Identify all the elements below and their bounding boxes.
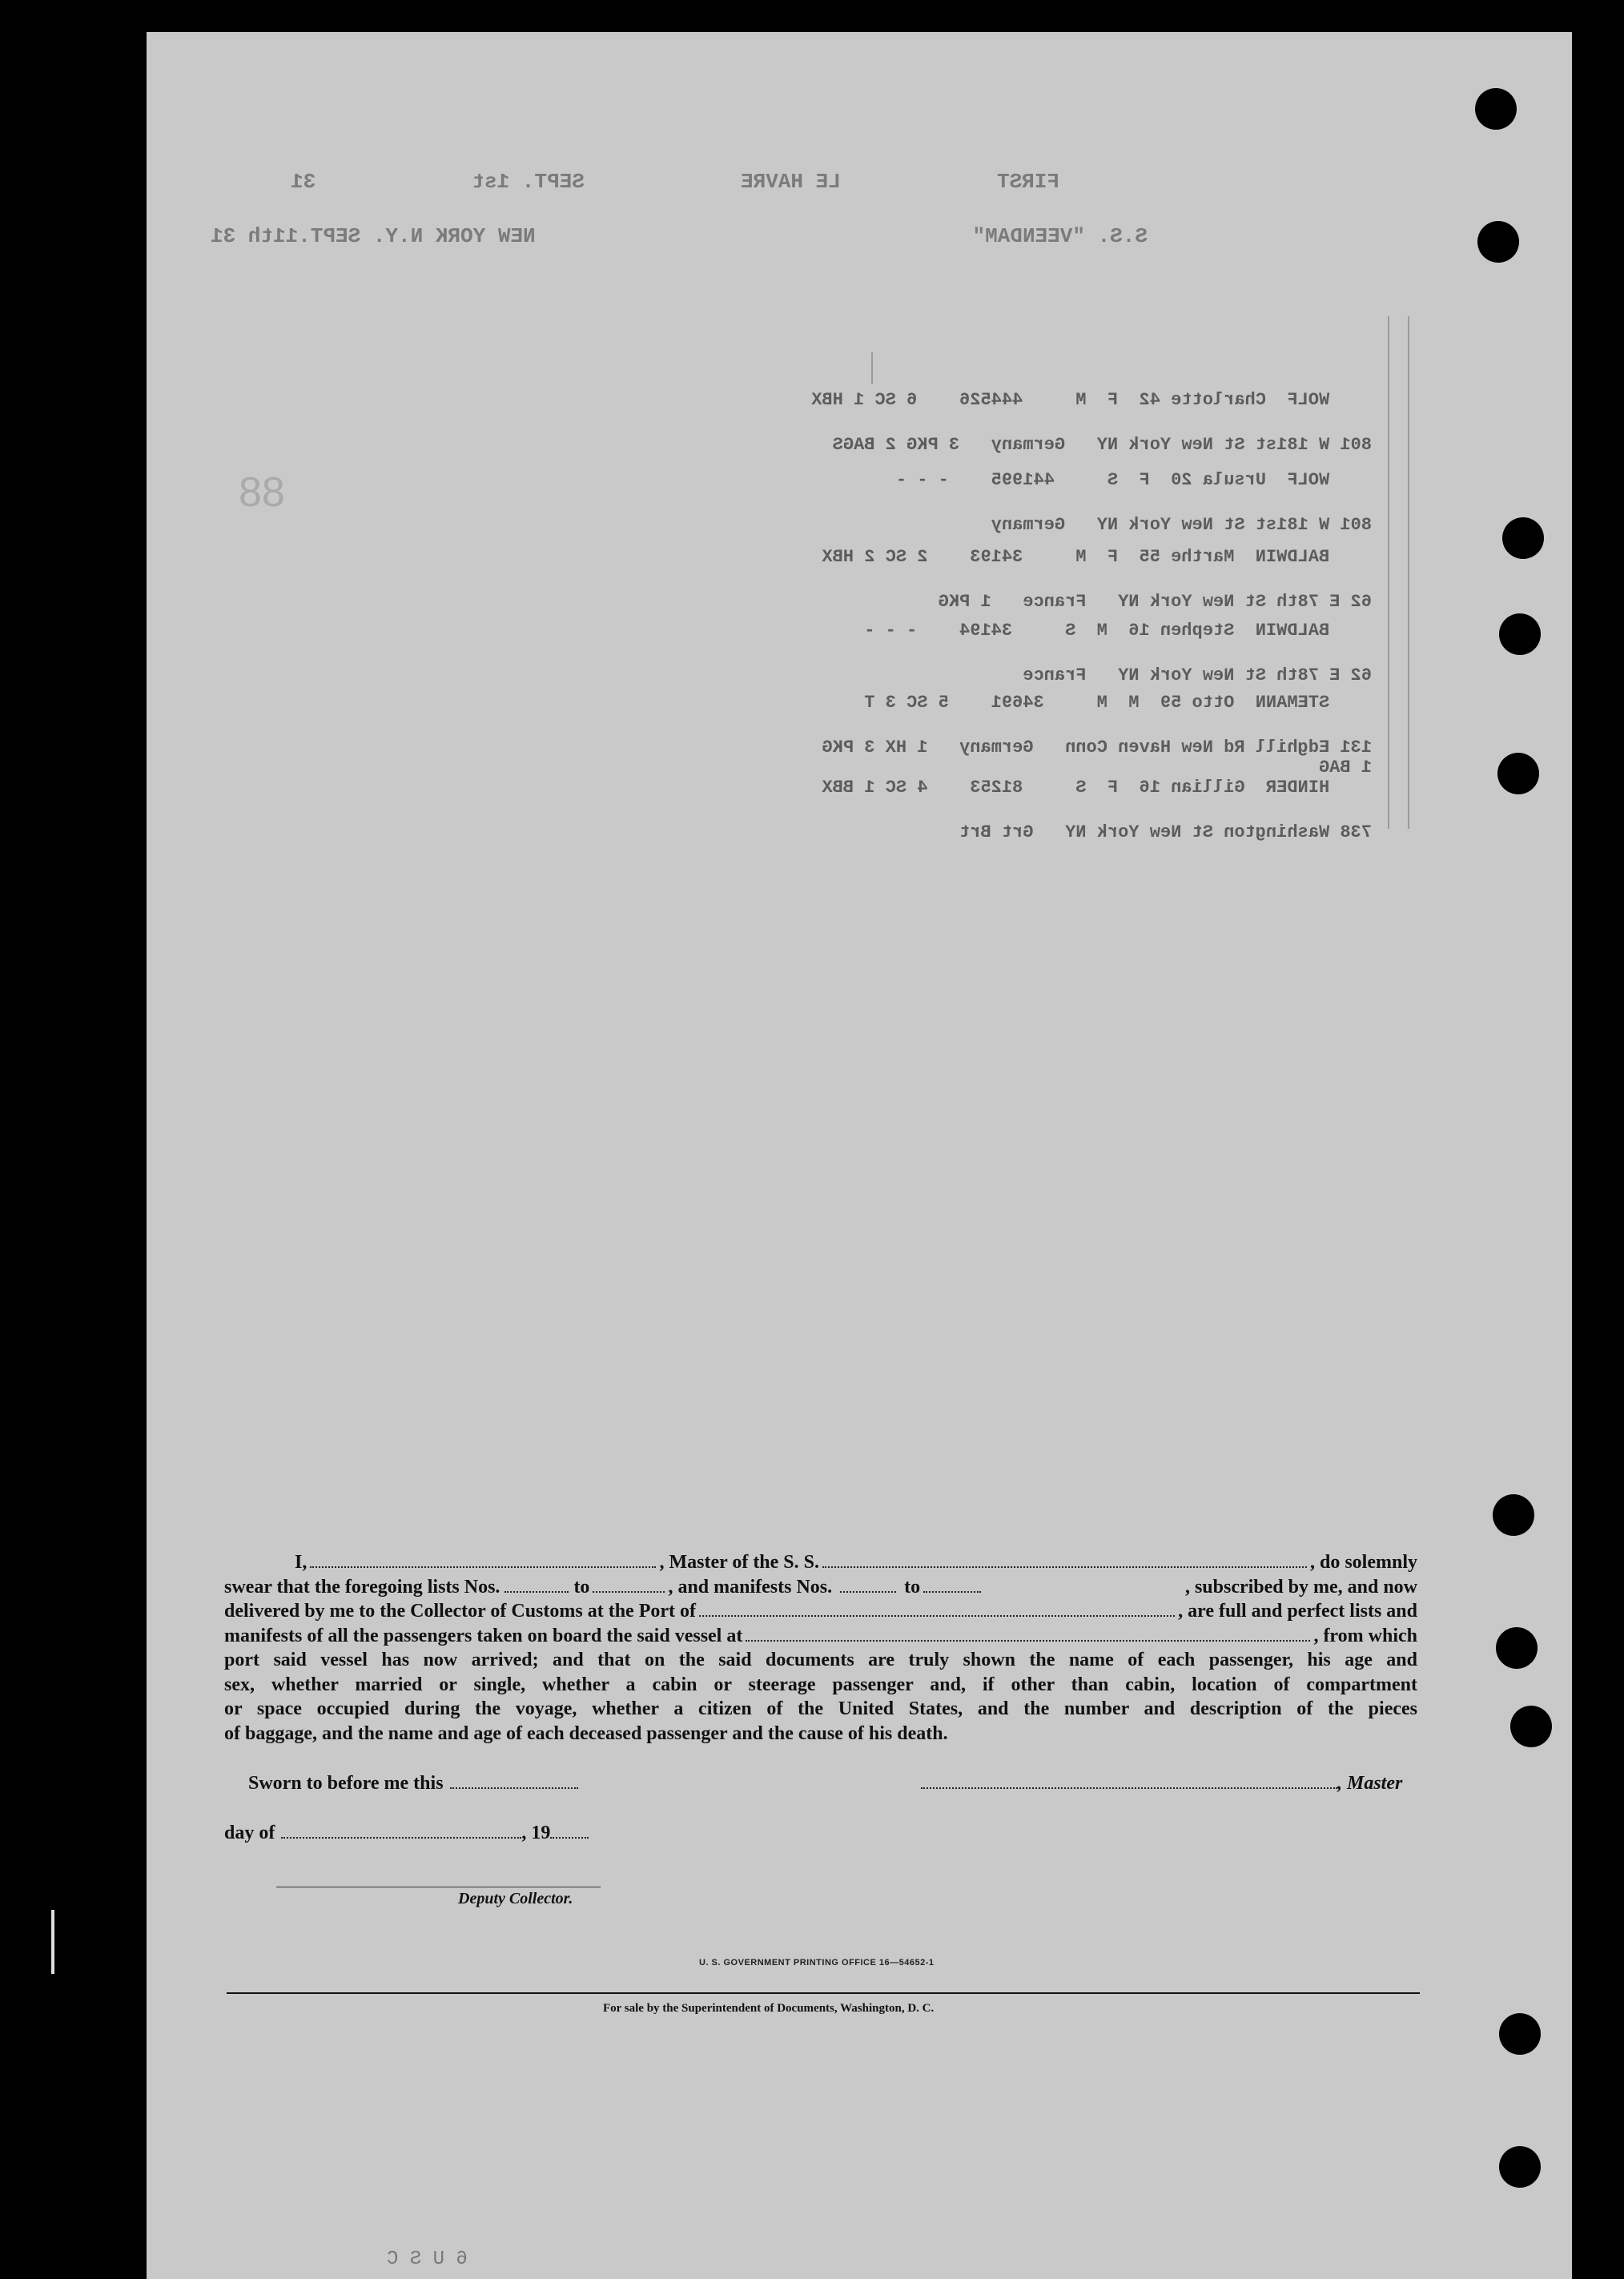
oath-text: to [904, 1576, 921, 1598]
passenger-given-name: Charlotte [1171, 390, 1266, 410]
day-of-label: day of [224, 1823, 275, 1843]
passenger-number: 34691 [991, 693, 1044, 713]
oath-text: , from which [1313, 1625, 1417, 1646]
blank-departure-port [746, 1626, 1310, 1642]
passenger-number: 81253 [970, 778, 1023, 798]
passenger-status: M [1075, 547, 1087, 567]
passenger-line1 [822, 547, 1329, 567]
day-of-line [224, 1823, 589, 1844]
passenger-address: 62 E 78th St New York NY [1118, 665, 1372, 685]
for-sale-note: For sale by the Superintendent of Documents, Washington, D. C. [603, 2002, 935, 2015]
passenger-number: 444526 [959, 390, 1023, 410]
passenger-baggage-extra: 3 PKG 2 BAGS [832, 435, 960, 455]
passenger-line1 [864, 693, 1329, 713]
punch-hole [1499, 2146, 1541, 2188]
passenger-surname: WOLF [1287, 470, 1330, 490]
passenger-line1 [811, 390, 1329, 410]
passenger-age: 59 [1160, 693, 1182, 713]
header-ghost-part: 31 [291, 170, 316, 194]
passenger-baggage-extra: 1 HX 3 PKG 1 BAG [822, 738, 1372, 778]
blank-vessel-name [822, 1552, 1307, 1568]
blank-list-to [593, 1577, 665, 1593]
passenger-age: 16 [1128, 621, 1150, 641]
punch-hole [1499, 2013, 1541, 2055]
passenger-status: S [1075, 778, 1087, 798]
header-ghost-part: LE HAVRE [741, 170, 841, 194]
passenger-address: 738 Washington St New York NY [1065, 822, 1372, 842]
blank-port [699, 1601, 1175, 1617]
gpo-imprint: U. S. GOVERNMENT PRINTING OFFICE 16—54652-1 [699, 1958, 935, 1967]
passenger-surname: BALDWIN [1255, 621, 1330, 641]
passenger-given-name: Gillian [1171, 778, 1245, 798]
oath-text: swear that the foregoing lists Nos. [224, 1576, 500, 1598]
passenger-address: 801 W 181st St New York NY [1096, 515, 1372, 535]
oath-line-8: of baggage, and the name and age of each deceased passenger and the cause of his death. [224, 1722, 948, 1744]
passenger-age: 16 [1139, 778, 1160, 798]
passenger-given-name: Marthe [1171, 547, 1235, 567]
oath-line-5: port said vessel has now arrived; and that on the said documents are truly shown the name of each passenger, his age and [224, 1650, 1417, 1670]
header-ghost-part: S.S. "VEENDAM" [972, 224, 1148, 248]
blank-master-name [310, 1552, 656, 1568]
sworn-before-line [248, 1773, 578, 1795]
blank-sworn-day [450, 1773, 578, 1789]
sworn-before-label: Sworn to before me this [248, 1773, 444, 1794]
blank-month [281, 1823, 521, 1839]
oath-text: , subscribed by me, and now [1184, 1576, 1417, 1598]
punch-hole [1497, 753, 1539, 794]
master-signature-label: , Master [1337, 1773, 1403, 1794]
passenger-nationality: Germany [959, 738, 1034, 758]
header-ghost-line1 [291, 170, 1059, 194]
oath-text: I, [295, 1552, 308, 1573]
footer-stamp: 6 U S C [387, 2249, 468, 2270]
passenger-baggage: 6 SC 1 HBX [811, 390, 918, 410]
passenger-line2 [523, 822, 1372, 842]
passenger-given-name: Stephen [1160, 621, 1235, 641]
passenger-sex: F [1107, 778, 1119, 798]
passenger-baggage: 4 SC 1 BBX [822, 778, 928, 798]
passenger-sex: F [1139, 470, 1150, 490]
passenger-status: M [1096, 693, 1107, 713]
punch-hole [1493, 1494, 1534, 1536]
punch-hole [1499, 613, 1541, 655]
header-ghost-part: SEPT. 1st [472, 170, 585, 194]
passenger-number: 34193 [970, 547, 1023, 567]
punch-hole [1502, 517, 1544, 559]
column-rule [1388, 316, 1389, 829]
passenger-surname: STEMANN [1255, 693, 1330, 713]
oath-text: , are full and perfect lists and [1178, 1601, 1417, 1622]
passenger-nationality: Germany [991, 435, 1066, 455]
blank-manifest-to [923, 1577, 981, 1593]
passenger-row [523, 758, 1372, 882]
passenger-baggage: 5 SC 3 T [864, 693, 949, 713]
oath-line-1 [224, 1550, 1417, 1575]
passenger-given-name: Otto [1192, 693, 1235, 713]
passenger-status: S [1065, 621, 1076, 641]
punch-hole [1510, 1706, 1552, 1747]
punch-hole [1477, 221, 1519, 263]
passenger-given-name: Ursula [1202, 470, 1266, 490]
oath-line-3 [224, 1599, 1417, 1624]
master-oath [224, 1550, 1417, 1746]
footer-rule [227, 1992, 1420, 1994]
passenger-surname: HINDER [1265, 778, 1330, 798]
passenger-status: M [1075, 390, 1087, 410]
header-ghost-part: FIRST [996, 170, 1059, 194]
passenger-nationality: France [1023, 665, 1087, 685]
master-signature-line [921, 1773, 1402, 1795]
column-rule [1408, 316, 1409, 829]
blank-year [550, 1823, 589, 1839]
deputy-collector-label: Deputy Collector. [458, 1890, 573, 1907]
passenger-age: 42 [1139, 390, 1160, 410]
passenger-baggage-extra: 1 PKG [938, 592, 991, 612]
oath-text: to [573, 1576, 590, 1598]
passenger-sex: F [1107, 390, 1119, 410]
document-page [147, 32, 1572, 2279]
passenger-age: 55 [1139, 547, 1160, 567]
oath-text: , and manifests Nos. [668, 1576, 833, 1598]
passenger-line1 [864, 621, 1329, 641]
passenger-baggage: 2 SC 2 HBX [822, 547, 928, 567]
oath-line-4 [224, 1624, 1417, 1649]
passenger-status: S [1107, 470, 1119, 490]
blank-list-from [504, 1577, 569, 1593]
passenger-surname: BALDWIN [1255, 547, 1330, 567]
oath-text: , Master of the S. S. [659, 1552, 820, 1573]
passenger-nationality: Grt Brt [959, 822, 1034, 842]
punch-hole [1475, 88, 1517, 130]
oath-line-7: or space occupied during the voyage, whether a citizen of the United States, and the number and description of the pieces [224, 1698, 1417, 1719]
edge-mark [51, 1910, 54, 1974]
passenger-age: 20 [1171, 470, 1192, 490]
oath-text: manifests of all the passengers taken on board the said vessel at [224, 1625, 743, 1646]
passenger-sex: M [1096, 621, 1107, 641]
passenger-address: 801 W 181st St New York NY [1096, 435, 1372, 455]
oath-text: delivered by me to the Collector of Customs at the Port of [224, 1601, 696, 1622]
passenger-nationality: Germany [991, 515, 1066, 535]
year-prefix: , 19 [521, 1823, 551, 1843]
passenger-baggage: - - - [895, 470, 949, 490]
blank-manifest-from [840, 1577, 896, 1593]
passenger-line1 [896, 470, 1329, 490]
passenger-baggage: - - - [864, 621, 918, 641]
passenger-line1 [822, 778, 1329, 798]
blank-master-signature [921, 1773, 1337, 1789]
passenger-surname: WOLF [1287, 390, 1330, 410]
passenger-number: 34194 [959, 621, 1013, 641]
punch-hole [1496, 1627, 1538, 1669]
passenger-number: 441995 [991, 470, 1055, 490]
header-ghost-line2 [211, 224, 1148, 248]
oath-text: , do solemnly [1309, 1552, 1417, 1573]
oath-line-2 [224, 1575, 1417, 1600]
oath-line-6: sex, whether married or single, whether a cabin or steerage passenger and, if other than cabin, location of compartment [224, 1674, 1417, 1695]
passenger-sex: F [1107, 547, 1119, 567]
passenger-sex: M [1128, 693, 1140, 713]
passenger-address: 62 E 78th St New York NY [1118, 592, 1372, 612]
page-stamp-number: 88 [239, 469, 285, 516]
passenger-address: 131 Edghill Rd New Haven Conn [1065, 738, 1372, 758]
passenger-nationality: France [1023, 592, 1087, 612]
header-ghost-part: NEW YORK N.Y. SEPT.11th 31 [211, 224, 536, 248]
